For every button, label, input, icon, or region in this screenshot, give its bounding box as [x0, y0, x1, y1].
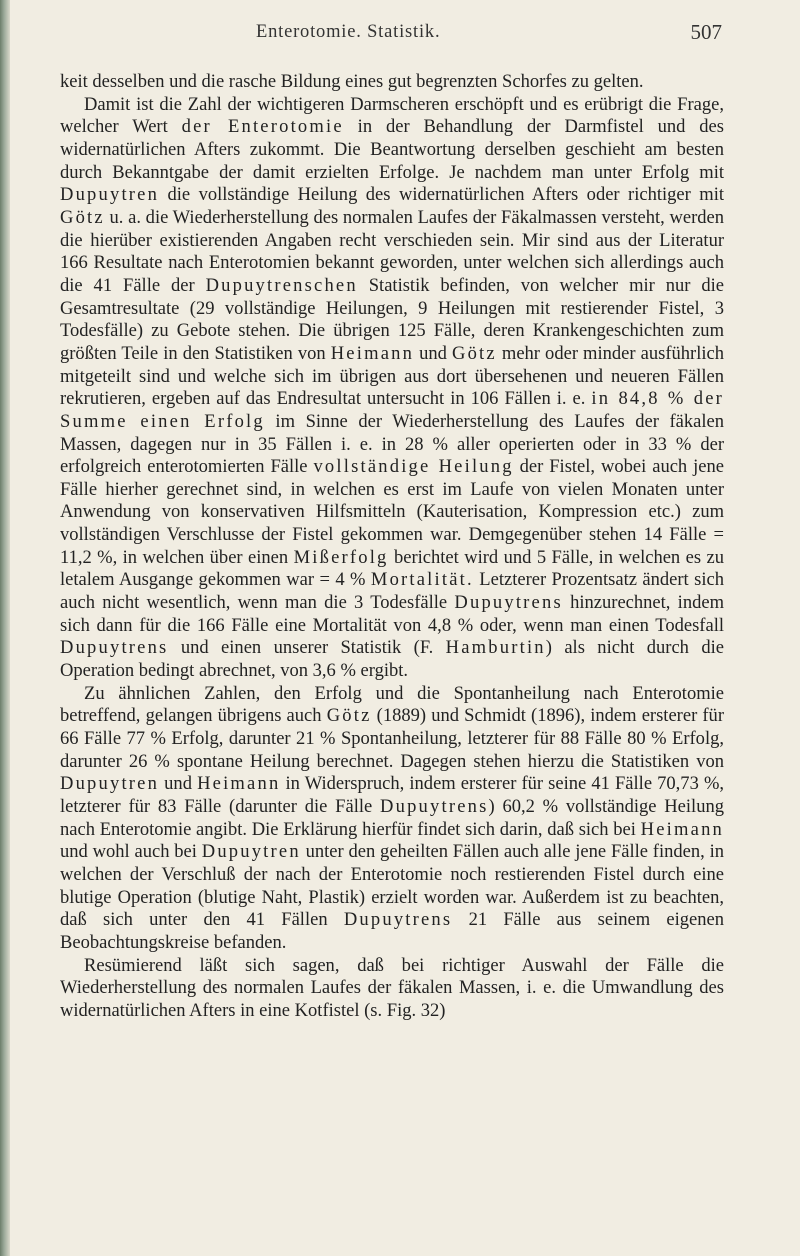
text-run: und [414, 342, 452, 364]
spaced-term: der Enterotomie [181, 116, 344, 138]
author-name: Dupuytrens [60, 637, 169, 659]
text-run: in Widerspruch, indem ersterer für seine 41 Fälle 70,73 %, letzterer für 83 Fälle (darunter die Fälle [60, 773, 725, 817]
author-name: Dupuytren [201, 841, 301, 863]
text-run: Damit ist die Zahl der wichtigeren Darmscheren erschöpft und es erübrigt die Frage, welcher Wert [60, 93, 724, 138]
text-run: unter den geheilten Fällen auch alle jene Fälle finden, in welchen der Verschluß der nach der Enterotomie noch restierenden Fistel durch eine blutige Operation (blutige Naht, Plastik) erzielt worden war. Außerdem ist zu beachten, daß sich unter den 41 Fällen [60, 841, 725, 931]
text-run: ) 60,2 % vollständige Heilung nach Enterotomie angibt. Die Erklärung hierfür findet sich darin, daß sich bei [60, 796, 724, 840]
text-run: im Sinne der Wiederherstellung des Laufes der fäkalen Massen, dagegen nur in 35 Fällen i. e. in 28 % aller operierten oder in 33 % der erfolgreich enterotomierten Fälle [60, 410, 724, 478]
text-run: die vollständige Heilung des widernatürlichen Afters oder richtiger mit [159, 184, 724, 206]
text-run: hinzurechnet, indem sich dann für die 166 Fälle eine Mortalität von 4,8 % oder, wenn man einen Todesfall [60, 592, 724, 636]
spaced-term: in 84,8 % der Summe einen Erfolg [60, 388, 724, 432]
author-name: Dupuytrens [343, 909, 453, 931]
page-number: 507 [690, 20, 722, 44]
paragraph-text: Resümierend läßt sich sagen, daß bei richtiger Auswahl der Fälle die Wiederherstellung des normalen Laufes der fäkalen Massen, i. e. die Umwandlung des widernatürlichen Afters in eine Kotfistel (s. Fig. 32) [60, 954, 724, 1021]
author-name: Dupuytren [60, 773, 160, 795]
body-text [60, 71, 724, 1023]
text-run: in der Behandlung der Darmfistel und des widernatürlichen Afters zukommt. Die Beantwortung derselben geschieht am besten durch Bekanntgabe der damit erzielten Erfolge. Je nachdem man unter Erfolg mit [60, 116, 724, 183]
paragraph-3 [60, 683, 724, 955]
paragraph-text: keit desselben und die rasche Bildung eines gut begrenzten Schorfes zu gelten. [60, 71, 644, 92]
paragraph-2 [60, 94, 724, 683]
spaced-term: vollständige Heilung [313, 456, 514, 478]
text-run: mehr oder minder ausführlich mitgeteilt sind und welche sich im übrigen aus dort übersehenen und neueren Fällen rekrutieren, ergeben auf das Endresultat untersucht in 106 Fällen i. e. [60, 342, 724, 410]
text-run: (1889) und Schmidt (1896), indem ersterer für 66 Fälle 77 % Erfolg, darunter 21 % Spontanheilung, letzterer für 88 Fälle 80 % Erfolg, darunter 26 % spontane Heilung berechnet. Dagegen stehen hierzu die Statistiken von [60, 705, 724, 772]
author-name: Heimann [640, 818, 724, 840]
spaced-term: Mortalität. [370, 569, 474, 591]
author-name: Götz [326, 705, 372, 727]
binding-edge [0, 0, 10, 1256]
running-title: Enterotomie. Statistik. [256, 22, 441, 42]
spaced-term: Mißerfolg [293, 546, 389, 568]
text-run: und wohl auch bei [60, 841, 202, 863]
author-name: Götz [452, 342, 497, 364]
text-run: u. a. die Wiederherstellung des normalen Laufes der Fäkalmassen versteht, werden die hierüber existierenden Angaben recht verschieden sein. Mir sind aus der Literatur 166 Resultate nach Enterotomien bekannt geworden, unter welchen sich allerdings auch die 41 Fälle der [60, 206, 724, 296]
author-name: Dupuytren [60, 184, 160, 206]
author-name: Dupuytrens [454, 592, 563, 614]
author-name: Götz [60, 206, 105, 228]
text-run: der Fistel, wobei auch jene Fälle hierher gerechnet sind, in welchen es erst im Laufe von vielen Monaten unter Anwendung von konservativen Hilfsmitteln (Kauterisation, Kompression etc.) zum vollständigen Verschlusse der Fistel gekommen war. Demgegenüber stehen 14 Fälle = 11,2 %, in welchen über einen [60, 456, 725, 568]
paragraph-4 [60, 955, 724, 1023]
text-run: berichtet wird und 5 Fälle, in welchen es zu letalem Ausgange gekommen war = 4 % [60, 546, 724, 591]
paragraph-1 [60, 71, 724, 94]
text-run: und einen unserer Statistik (F. [168, 637, 446, 659]
author-name: Dupuytrens [380, 796, 489, 817]
text-run: Zu ähnlichen Zahlen, den Erfolg und die Spontanheilung nach Enterotomie betreffend, gelangen übrigens auch [60, 682, 724, 727]
author-name: Hamburtin [445, 637, 546, 659]
page-header [60, 22, 724, 50]
author-name: Heimann [197, 773, 281, 795]
text-run: Letzterer Prozentsatz ändert sich auch nicht wesentlich, wenn man die 3 Todesfälle [60, 569, 724, 614]
text-run: Statistik befinden, von welcher mir nur die Gesamtresultate (29 vollständige Heilungen, 9 Heilungen mit restierender Fistel, 3 Todesfälle) zu Gebote stehen. Die übrigen 125 Fälle, deren Krankengeschichten zum größten Teile in den Statistiken von [60, 274, 724, 364]
text-run: 21 Fälle aus seinem eigenen Beobachtungskreise befanden. [60, 909, 724, 953]
text-run: und [159, 773, 198, 795]
author-name: Dupuytrenschen [205, 274, 358, 296]
text-run: ) als nicht durch die Operation bedingt abrechnet, von 3,6 % ergibt. [60, 637, 724, 682]
author-name: Heimann [330, 342, 415, 364]
